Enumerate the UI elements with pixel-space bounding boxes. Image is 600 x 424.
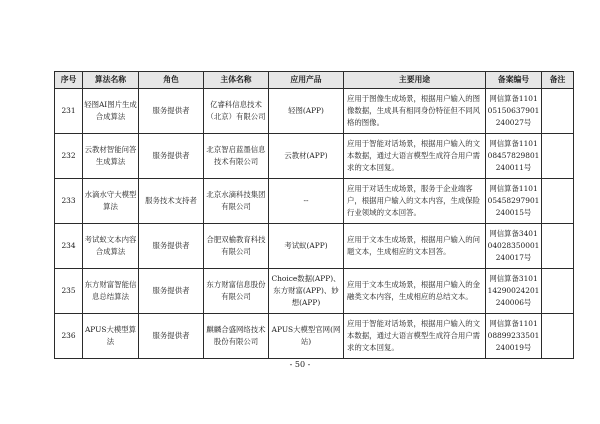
cell-entity: 合肥双榆教育科技有限公司 — [204, 224, 269, 269]
cell-product: APUS大模型官网(网站) — [269, 314, 344, 359]
cell-role: 服务提供者 — [139, 134, 204, 179]
cell-algorithm-name: 轻图AI图片生成合成算法 — [83, 89, 139, 134]
cell-algorithm-name: APUS大模型算法 — [83, 314, 139, 359]
cell-purpose: 应用于智能对话场景，根据用户输入的文本数据，通过大语言模型生成符合用户需求的文本回复。 — [344, 134, 486, 179]
cell-entity: 麒麟合盛网络技术股份有限公司 — [204, 314, 269, 359]
cell-algorithm-name: 东方财富智能信息总结算法 — [83, 269, 139, 314]
cell-role: 服务技术支持者 — [139, 179, 204, 224]
table-row — [55, 224, 574, 269]
cell-role: 服务提供者 — [139, 269, 204, 314]
page-number: - 50 - — [289, 360, 311, 369]
cell-entity: 亿睿科信息技术（北京）有限公司 — [204, 89, 269, 134]
cell-no: 235 — [55, 269, 83, 314]
header-product: 应用产品 — [269, 72, 344, 89]
header-filing-number: 备案编号 — [486, 72, 542, 89]
cell-entity: 北京水滴科技集团有限公司 — [204, 179, 269, 224]
cell-algorithm-name: 考试蚁文本内容合成算法 — [83, 224, 139, 269]
cell-filing-number: 网信算备310114290024201240006号 — [486, 269, 542, 314]
cell-product: 云教材(APP) — [269, 134, 344, 179]
header-role: 角色 — [139, 72, 204, 89]
table-row — [55, 269, 574, 314]
header-no: 序号 — [55, 72, 83, 89]
cell-purpose: 应用于智能对话场景，根据用户输入的文本数据，通过大语言模型生成符合用户需求的文本回复。 — [344, 314, 486, 359]
cell-role: 服务提供者 — [139, 224, 204, 269]
cell-remark — [542, 179, 574, 224]
algorithm-registry-table — [54, 71, 574, 359]
cell-role: 服务提供者 — [139, 314, 204, 359]
cell-product: 轻图(APP) — [269, 89, 344, 134]
table-row — [55, 314, 574, 359]
cell-product: 考试蚁(APP) — [269, 224, 344, 269]
cell-remark — [542, 314, 574, 359]
header-algorithm-name: 算法名称 — [83, 72, 139, 89]
cell-filing-number: 网信算备110108899233501240019号 — [486, 314, 542, 359]
cell-purpose: 应用于文本生成场景，根据用户输入的金融类文本内容，生成相应的总结文本。 — [344, 269, 486, 314]
header-remark: 备注 — [542, 72, 574, 89]
cell-entity: 东方财富信息股份有限公司 — [204, 269, 269, 314]
cell-algorithm-name: 云教材智能问答生成算法 — [83, 134, 139, 179]
header-entity: 主体名称 — [204, 72, 269, 89]
cell-remark — [542, 224, 574, 269]
cell-algorithm-name: 水滴水守大模型算法 — [83, 179, 139, 224]
cell-no: 231 — [55, 89, 83, 134]
cell-no: 233 — [55, 179, 83, 224]
table-row — [55, 179, 574, 224]
cell-filing-number: 网信算备110105458297901240015号 — [486, 179, 542, 224]
cell-remark — [542, 134, 574, 179]
cell-remark — [542, 89, 574, 134]
cell-no: 236 — [55, 314, 83, 359]
header-purpose: 主要用途 — [344, 72, 486, 89]
cell-filing-number: 网信算备110108457829801240011号 — [486, 134, 542, 179]
table-header-row — [55, 72, 574, 89]
cell-no: 234 — [55, 224, 83, 269]
cell-purpose: 应用于图像生成场景，根据用户输入的图像数据，生成具有相同身份特征但不同风格的图像。 — [344, 89, 486, 134]
cell-product: Choice数据(APP)、东方财富(APP)、妙想(APP) — [269, 269, 344, 314]
cell-role: 服务提供者 — [139, 89, 204, 134]
table-row — [55, 89, 574, 134]
cell-purpose: 应用于文本生成场景，根据用户输入的问题文本，生成相应的文本回答。 — [344, 224, 486, 269]
table-row — [55, 134, 574, 179]
cell-filing-number: 网信算备340104028350001240017号 — [486, 224, 542, 269]
cell-remark — [542, 269, 574, 314]
cell-product: -- — [269, 179, 344, 224]
cell-entity: 北京智启蓝墨信息技术有限公司 — [204, 134, 269, 179]
cell-purpose: 应用于对话生成场景，服务于企业端客户，根据用户输入的文本内容，生成保险行业领域的文本回答。 — [344, 179, 486, 224]
cell-no: 232 — [55, 134, 83, 179]
cell-filing-number: 网信算备110105150637901240027号 — [486, 89, 542, 134]
